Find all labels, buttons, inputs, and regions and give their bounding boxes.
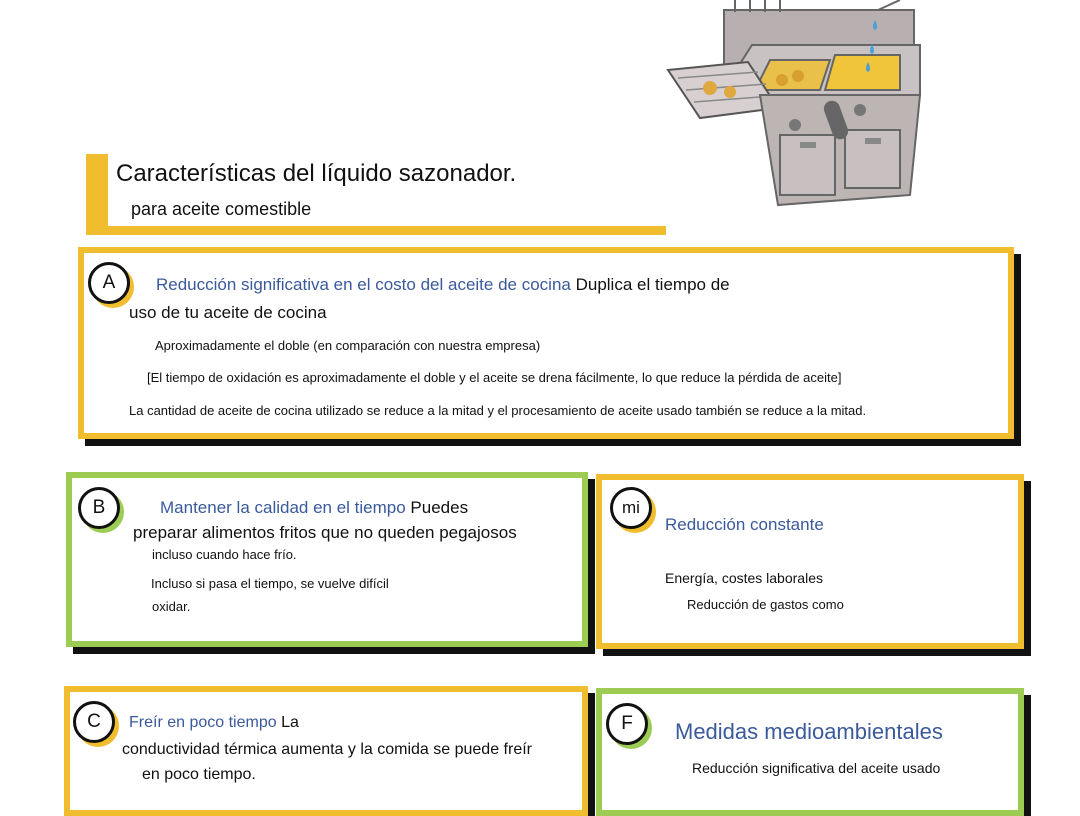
box-b-line3: oxidar. [152,599,191,614]
header-accent-bar [86,154,108,234]
badge-b: B [78,487,120,529]
box-mi-line1: Energía, costes laborales [665,570,823,586]
box-a-heading [156,273,730,297]
box-b-line2: Incluso si pasa el tiempo, se vuelve difícil [151,576,389,591]
feature-box-mi [596,474,1024,649]
box-c-line2: conductividad térmica aumenta y la comida se puede freír [122,741,532,758]
box-a-heading-rest: Duplica el tiempo de [570,275,730,294]
box-a-heading-line2: uso de tu aceite de cocina [129,303,327,322]
box-b-heading-line2: preparar alimentos fritos que no queden pegajosos [133,523,517,542]
badge-c: C [73,701,115,743]
box-mi-heading: Reducción constante [665,515,824,534]
box-c-line3: en poco tiempo. [142,766,256,783]
feature-box-f [596,688,1024,816]
badge-mi: mi [610,487,652,529]
badge-a: A [88,262,130,304]
box-b-line1: incluso cuando hace frío. [152,547,297,562]
box-a-line2: [El tiempo de oxidación es aproximadamente el doble y el aceite se drena fácilmente, lo que reduce la pérdida de aceite] [147,370,842,385]
box-a-heading-highlight: Reducción significativa en el costo del aceite de cocina [156,275,571,294]
box-f-heading: Medidas medioambientales [675,719,943,744]
box-b-heading-highlight: Mantener la calidad en el tiempo [160,498,406,517]
header-underline [86,226,666,235]
box-c-heading-highlight: Freír en poco tiempo [129,714,277,731]
box-b-heading-rest: Puedes [405,498,469,517]
page-subtitle: para aceite comestible [131,199,312,219]
box-c-heading-rest: La [276,714,299,731]
badge-f: F [606,703,648,745]
box-mi-line2: Reducción de gastos como [687,597,844,612]
page-title: Características del líquido sazonador. [116,160,517,187]
box-b-heading [160,496,468,520]
box-c-heading [129,712,299,734]
box-f-line1: Reducción significativa del aceite usado [692,760,941,776]
box-a-line1: Aproximadamente el doble (en comparación con nuestra empresa) [155,338,541,353]
deep-fryer-icon [660,0,930,215]
box-a-line3: La cantidad de aceite de cocina utilizado se reduce a la mitad y el procesamiento de aceite usado también se reduce a la mitad. [129,403,867,418]
